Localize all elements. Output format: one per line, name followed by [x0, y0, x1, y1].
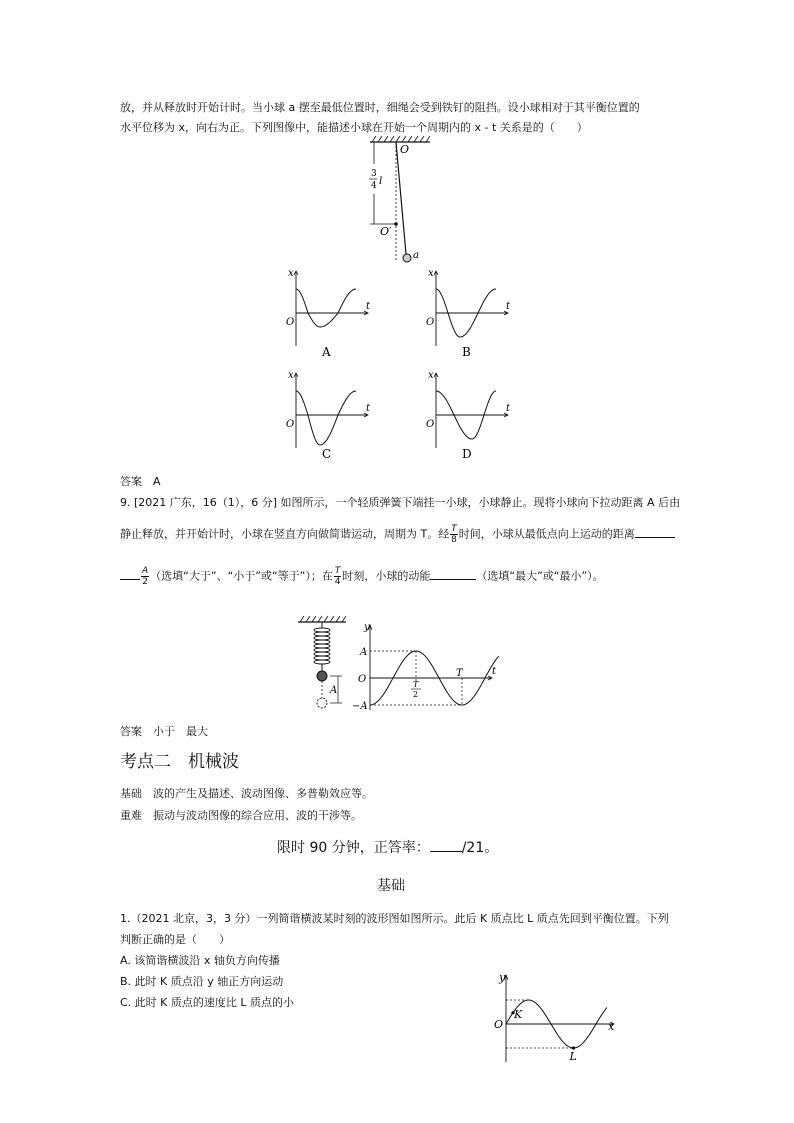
t-axis-label: t	[366, 301, 371, 312]
pendulum-length-num: 3	[371, 169, 377, 179]
pendulum-figure	[360, 136, 440, 266]
sub-title-basic: 基础	[377, 878, 405, 894]
y-axis-label: y	[499, 971, 506, 984]
graph-B	[422, 266, 517, 359]
q1-option-C[interactable]: C. 此时 K 质点的速度比 L 质点的小	[120, 996, 295, 1009]
origin-label: O	[286, 419, 295, 430]
x-axis-label: x	[428, 370, 434, 381]
graph-A	[282, 266, 377, 359]
pendulum-length-var: l	[379, 176, 383, 187]
section-title: 考点二 机械波	[120, 752, 239, 772]
origin-label: O	[358, 674, 367, 685]
q9-line3a: （选填“大于”、“小于”或“等于”）；在	[150, 569, 333, 583]
x-axis-label: x	[428, 268, 434, 279]
spring-A-label: A	[330, 685, 338, 696]
q9-line3c: （选填“最大”或“最小”）。	[476, 569, 604, 583]
graph-option-label: C	[322, 447, 332, 461]
spring-figure	[292, 616, 352, 716]
q8-line2: 水平位移为 x，向右为正。下列图像中，能描述小球在开始一个周期内的 x - t 关系是的（ ）	[120, 121, 588, 134]
frac-T-over-8: $\frac{T}{8}$	[451, 524, 457, 545]
t-axis-label: t	[506, 301, 511, 312]
tick-T: T	[456, 668, 463, 679]
xt-curve	[296, 391, 356, 445]
x-axis-label: x	[288, 268, 294, 279]
q9-line1: 9. [2021 广东，16（1），6 分] 如图所示，一个轻质弹簧下端挂一小球，小球静止。现将小球向下拉动距离 A 后由	[120, 496, 681, 509]
pendulum-O-label: O	[400, 143, 410, 156]
q9-line3b: 时刻，小球的动能	[342, 569, 431, 583]
time-limit-text: 限时 90 分钟，正答率：	[277, 840, 430, 856]
q8-line1: 放，并从释放时开始计时。当小球 a 摆至最低位置时，细绳会受到铁钉的阻挡。设小球相对于其平衡位置的	[120, 101, 640, 114]
time-limit-total: /21。	[461, 840, 499, 856]
q1-option-B[interactable]: B. 此时 K 质点沿 y 轴正方向运动	[120, 975, 284, 988]
graph-option-label: B	[462, 345, 471, 359]
origin-label: O	[286, 317, 295, 328]
q1-wave-graph	[490, 972, 625, 1064]
q9-line2a: 静止释放，并开始计时，小球在竖直方向做简谐运动，周期为 T。经	[120, 527, 450, 541]
graph-option-label: A	[322, 345, 331, 359]
q9-blank1[interactable]	[635, 526, 675, 538]
frac-A-over-2: $\frac{A}{2}$	[142, 566, 149, 587]
t-axis-label: t	[492, 666, 497, 677]
t-axis-label: t	[366, 403, 371, 414]
tick-negA: −A	[352, 701, 368, 712]
pendulum-O-prime-label: O′	[380, 225, 392, 238]
q8-answer: 答案 A	[120, 475, 161, 488]
q9-blank2[interactable]	[430, 568, 476, 580]
x-axis-label: x	[288, 370, 294, 381]
graph-option-label: D	[462, 447, 472, 461]
section-hard: 重难 振动与波动图像的综合应用、波的干涉等。	[120, 809, 362, 822]
frac-T-over-4: $\frac{T}{4}$	[334, 566, 341, 587]
origin-label: O	[426, 419, 435, 430]
pendulum-length-den: 4	[371, 181, 377, 191]
q9-blank1-cont[interactable]	[120, 568, 140, 580]
x-axis-label: x	[608, 1020, 615, 1033]
y-axis-label: y	[364, 622, 370, 633]
graph-D	[422, 368, 517, 461]
origin-label: O	[426, 317, 435, 328]
q9-line2b: 时间，小球从最低点向上运动的距离	[458, 527, 635, 541]
xt-curve	[296, 289, 356, 327]
q1-option-A[interactable]: A. 该简谐横波沿 x 轴负方向传播	[120, 954, 280, 967]
origin-label: O	[494, 1018, 504, 1031]
tick-A: A	[360, 647, 368, 658]
tick-half-num: T	[413, 680, 419, 689]
q9-yt-graph	[350, 622, 500, 714]
graph-C	[282, 368, 377, 461]
time-limit-line	[277, 837, 498, 858]
q9-line3	[120, 566, 604, 587]
q9-answer: 答案 小于 最大	[120, 725, 208, 738]
q9-line2	[120, 524, 675, 545]
q1-line1: 1.（2021 北京，3，3 分）一列简谐横波某时刻的波形图如图所示。此后 K 质点比 L 质点先回到平衡位置。下列	[120, 912, 669, 925]
t-axis-label: t	[506, 403, 511, 414]
q1-line2: 判断正确的是（ ）	[120, 933, 230, 946]
section-basic: 基础 波的产生及描述、波动图像、多普勒效应等。	[120, 787, 373, 800]
tick-half-den: 2	[413, 690, 419, 699]
score-blank[interactable]	[430, 837, 462, 852]
K-label: K	[514, 1008, 523, 1021]
pendulum-ball-label: a	[413, 250, 419, 261]
L-label: L	[569, 1050, 577, 1063]
